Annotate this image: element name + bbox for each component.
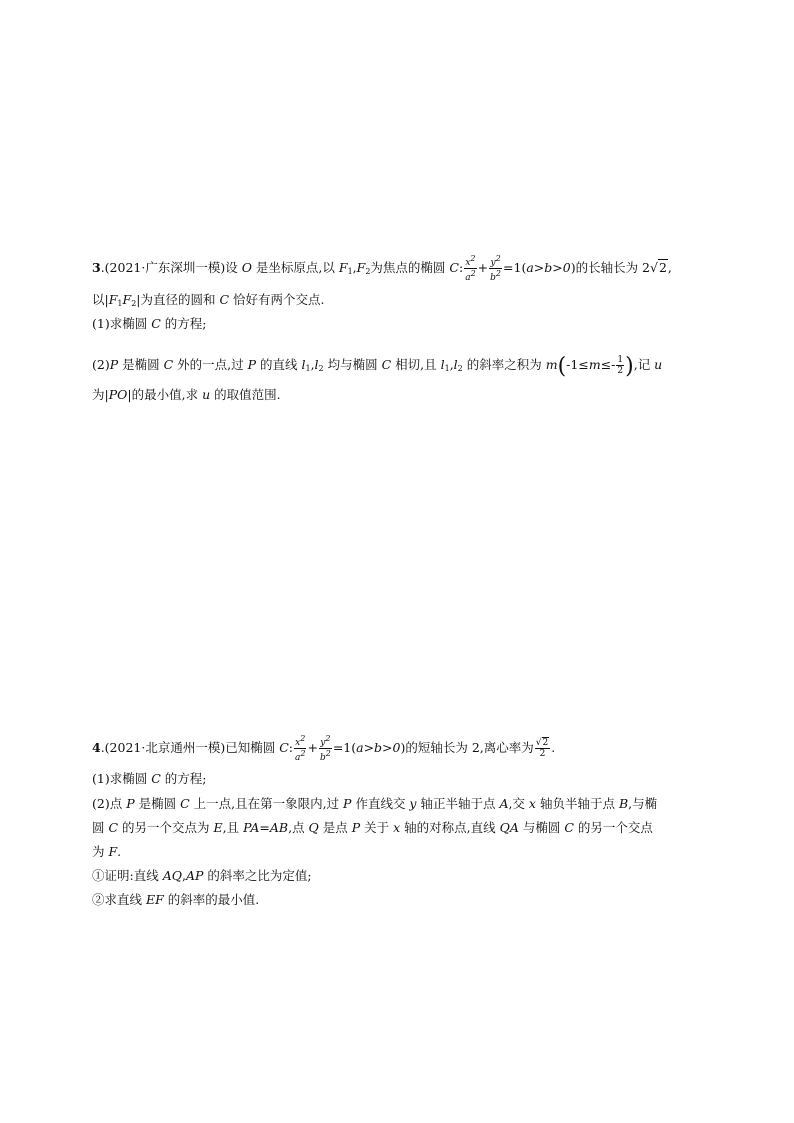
fraction-x2-a2: $\frac{x^2}{a^2}$: [465, 254, 476, 283]
text: 均与椭圆: [323, 357, 382, 372]
problem4-source: .(2021·北京通州一模): [100, 740, 226, 755]
text: :: [288, 740, 293, 755]
text: 的另一个交点: [573, 820, 653, 835]
text: 设: [225, 260, 242, 275]
text: =1(: [332, 740, 357, 755]
text: 相切,且: [391, 357, 441, 372]
var-C: C: [163, 357, 174, 372]
text: .: [551, 740, 556, 755]
fraction-y2-b2: $\frac{y^2}{b^2}$: [319, 734, 331, 763]
text: y: [490, 258, 496, 268]
text: :: [458, 260, 464, 275]
var-QA: QA: [499, 820, 519, 835]
text: ≤-: [600, 357, 616, 372]
problem3-q1: [92, 314, 206, 334]
text: |的最小值,求: [127, 387, 203, 402]
text: 的斜率之比为定值;: [203, 868, 312, 883]
text: +: [477, 260, 489, 275]
problem3-line5: [92, 385, 281, 405]
var-C: C: [381, 357, 392, 372]
text: 与椭圆: [518, 820, 565, 835]
text: ,: [181, 868, 186, 883]
text: -1≤: [566, 357, 589, 372]
var-C: C: [279, 740, 289, 755]
text: x: [295, 738, 301, 748]
text: ,与椭: [628, 796, 658, 811]
text: 的方程;: [160, 316, 207, 331]
text: 上一点,且在第一象限内,过: [189, 796, 344, 811]
var-F: F: [108, 844, 118, 859]
text: (1)求椭圆: [92, 316, 152, 331]
var-C: C: [564, 820, 574, 835]
text: |为直径的圆和: [136, 292, 220, 307]
var-PA: PA: [243, 820, 260, 835]
var-P: P: [247, 357, 257, 372]
var-EF: EF: [145, 892, 164, 907]
text: 恰好有两个交点.: [229, 292, 325, 307]
var-A: A: [499, 796, 509, 811]
text: ,点: [288, 820, 309, 835]
text: 轴的对称点,直线: [400, 820, 500, 835]
problem4-sub1: [92, 866, 312, 886]
text: 圆: [92, 820, 109, 835]
text: x: [465, 258, 471, 268]
text: 的斜率之积为: [462, 357, 546, 372]
var-B: B: [618, 796, 629, 811]
text: a: [465, 273, 471, 283]
var-Q: Q: [308, 820, 319, 835]
text: )的长轴长为 2: [570, 260, 650, 275]
text: )的短轴长为 2,离心率为: [400, 740, 534, 755]
var-P: P: [343, 796, 352, 811]
text: =: [259, 820, 270, 835]
var-P: P: [351, 820, 361, 835]
text: (1)求椭圆: [92, 771, 152, 786]
text: 已知椭圆: [225, 740, 280, 755]
var-AB: AB: [269, 820, 289, 835]
var-C: C: [449, 260, 459, 275]
text: 的取值范围.: [210, 387, 281, 402]
var-C: C: [151, 316, 161, 331]
text: .: [117, 844, 122, 859]
text: b: [319, 753, 326, 763]
text: 作直线交: [351, 796, 410, 811]
text: y: [320, 738, 326, 748]
text: =1(: [503, 260, 527, 275]
problem4-sub2: [92, 890, 259, 910]
var-y: y: [409, 796, 417, 811]
var-PO: PO: [108, 387, 128, 402]
var-F1: F: [338, 260, 348, 275]
problem3-number: 3: [92, 260, 101, 275]
var-C: C: [219, 292, 230, 307]
var-C: C: [108, 820, 119, 835]
var-C: C: [180, 796, 190, 811]
var-u: u: [202, 387, 211, 402]
text: 以|: [92, 292, 109, 307]
text: 是坐标原点,以: [251, 260, 339, 275]
problem3-source: .(2021·广东深圳一模): [100, 260, 226, 275]
var-AP: AP: [185, 868, 204, 883]
text: ,记: [633, 357, 655, 372]
fraction-eccentricity: $\frac{√2}{2}$: [535, 738, 549, 759]
fraction-half: $\frac{1}{2}$: [617, 355, 624, 376]
problem4-q2-line1: [92, 794, 657, 814]
text: (2)点: [92, 796, 127, 811]
text: 为|: [92, 387, 109, 402]
problem4-q2-line2: [92, 818, 653, 838]
text: ①证明:直线: [92, 868, 163, 883]
problem4-q1: [92, 769, 206, 789]
condition: a>b>0: [356, 740, 401, 755]
text: ,且: [222, 820, 244, 835]
text: b: [490, 273, 496, 283]
var-x: x: [393, 820, 401, 835]
text: 是点: [318, 820, 352, 835]
problem3-line1: 3.(2021·广东深圳一模)设 O 是坐标原点,以 $F_1,F_2$为焦点的椭圆 C: $\frac{x^2}{a^2}$ + $\frac{y^2}{b^2}$ =1(a>b>0)的长轴长为 2√2,: [92, 254, 672, 283]
var-C: C: [151, 771, 161, 786]
text: 的另一个交点为: [118, 820, 214, 835]
text: 是椭圆: [118, 357, 164, 372]
text: 是椭圆: [134, 796, 181, 811]
problem4-number: 4: [92, 740, 101, 755]
text: 外的一点,过: [173, 357, 248, 372]
text: +: [307, 740, 318, 755]
text: 的斜率的最小值.: [163, 892, 260, 907]
problem4-q2-line3: [92, 842, 121, 862]
text: (2): [92, 357, 110, 372]
var-x: x: [528, 796, 536, 811]
text: 的直线: [256, 357, 302, 372]
var-AQ: AQ: [162, 868, 182, 883]
condition: a>b>0: [526, 260, 571, 275]
text: 为焦点的椭圆: [370, 260, 450, 275]
text: ,: [667, 260, 672, 275]
text: 关于: [360, 820, 394, 835]
problem4-line1: [92, 734, 555, 763]
text: 轴负半轴于点: [535, 796, 619, 811]
text: a: [295, 753, 301, 763]
var-u: u: [654, 357, 663, 372]
text: 轴正半轴于点: [416, 796, 500, 811]
problem3-q2: (2)P 是椭圆 C 外的一点,过 P 的直线 $l_1,l_2$ 均与椭圆 C 相切,且 $l_1,l_2$ 的斜率之积为 m(-1≤m≤- $\frac{1}{2}$ ),记 u: [92, 354, 663, 379]
sqrt-2: √2: [650, 260, 667, 275]
var-E: E: [213, 820, 223, 835]
text: 2: [658, 260, 667, 275]
problem3-line2: 以$|F_1F_2|$为直径的圆和 C 恰好有两个交点.: [92, 292, 325, 308]
var-m: m: [545, 357, 558, 372]
text: ,交: [508, 796, 529, 811]
var-P: P: [109, 357, 119, 372]
text: ②求直线: [92, 892, 146, 907]
text: 的方程;: [160, 771, 207, 786]
fraction-x2-a2: $\frac{x^2}{a^2}$: [295, 734, 306, 763]
var-P: P: [126, 796, 135, 811]
var-O: O: [241, 260, 252, 275]
var-m: m: [588, 357, 601, 372]
fraction-y2-b2: $\frac{y^2}{b^2}$: [490, 254, 502, 283]
text: 为: [92, 844, 109, 859]
